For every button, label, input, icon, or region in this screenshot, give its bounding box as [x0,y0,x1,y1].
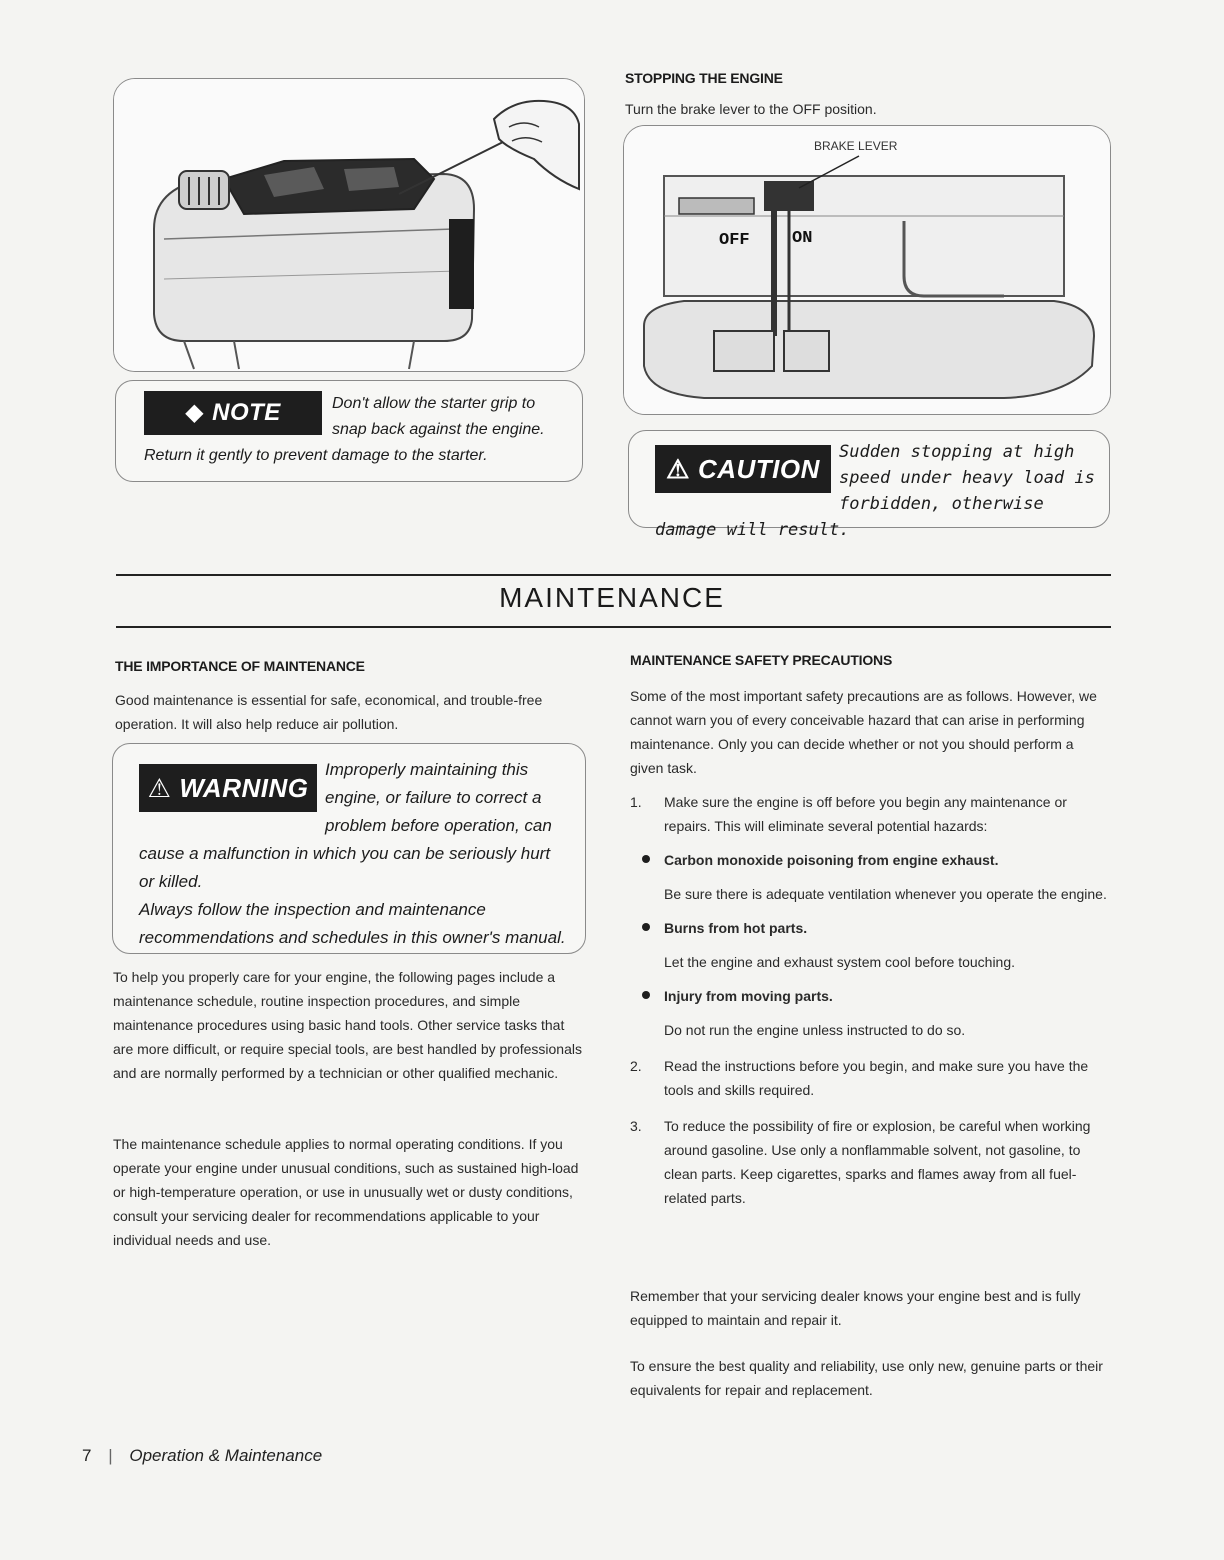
importance-para-1: To help you properly care for your engine, the following pages include a maintenance schedule, routine inspection procedures, and simple maintenance procedures using basic hand tools. Other service tasks that are more difficult, or require special tools, are best handled by professionals and are normally performed by a technician or other qualified mechanic. [113,969,582,1081]
hazard-item: Carbon monoxide poisoning from engine exhaust. Be sure there is adequate ventilation whenever you operate the engine. [642,848,1110,906]
hazard-item: Burns from hot parts. Let the engine and exhaust system cool before touching. [642,916,1110,974]
off-label: OFF [719,231,750,250]
rule-top [116,574,1111,576]
page-number: 7 [82,1446,92,1465]
warning-text-2: Always follow the inspection and maintenance recommendations and schedules in this owner's manual. [139,900,566,947]
importance-para-2: The maintenance schedule applies to normal operating conditions. If you operate your engine under unusual conditions, such as sustained high-load or high-temperature operation, or use in unusually wet or dusty conditions, consult your servicing dealer for recommendations applicable to your individual needs and use. [113,1136,579,1248]
importance-intro: Good maintenance is essential for safe, economical, and trouble-free operation. It will also help reduce air pollution. [115,692,543,732]
safety-intro: Some of the most important safety precautions are as follows. However, we cannot warn you of every conceivable hazard that can arise in performing maintenance. Only you can decide whether or not you should perform a given task. [630,688,1097,776]
page-footer [82,1446,322,1466]
bullet-icon [642,855,650,863]
warning-callout [112,743,586,954]
bullet-icon [642,991,650,999]
rule-bottom [116,626,1111,628]
note-text: Don't allow the starter grip to snap back against the engine. Return it gently to prevent damage to the starter. [144,395,545,464]
stopping-title: STOPPING THE ENGINE [625,70,783,86]
safety-steps [630,790,1110,1210]
hazard-list [642,848,1110,1042]
warning-triangle-icon: ⚠ [147,773,172,803]
safety-outro-1: Remember that your servicing dealer knows your engine best and is fully equipped to maintain and repair it. [630,1288,1081,1328]
caution-callout [628,430,1110,540]
safety-outro-2: To ensure the best quality and reliability, use only new, genuine parts or their equivalents for repair and replacement. [630,1358,1103,1398]
warning-triangle-icon: ⚠ [666,454,690,484]
warning-text-1: Improperly maintaining this engine, or failure to correct a problem before operation, can cause a malfunction in which you can be seriously hurt or killed. [139,760,552,891]
stopping-instruction: Turn the brake lever to the OFF position. [625,101,877,117]
footer-section: Operation & Maintenance [129,1446,323,1465]
safety-step-3: 3. To reduce the possibility of fire or explosion, be careful when working around gasoline. Use only a nonflammable solvent, not gasoline, to clean parts. Keep cigarettes, sparks and flames away from all fuel-related parts. [630,1118,1091,1206]
warning-badge: ⚠ WARNING [139,764,317,812]
safety-step-2: 2. Read the instructions before you begin, and make sure you have the tools and skills required. [630,1058,1089,1098]
bullet-icon [642,923,650,931]
brake-lever-figure [623,125,1111,415]
note-callout [115,380,583,482]
safety-step-1: 1. Make sure the engine is off before you begin any maintenance or repairs. This will eliminate several potential hazards: Carbon monoxide poisoning from engine exhaust. Be sure there is adequate ventilation whenever you operate the engine. Burns from hot parts. Let the engine and exhaust system cool before touching. Injury from moving parts. Do not run the engine unless instructed to do so. [630,790,1110,1042]
caution-badge: ⚠ CAUTION [655,445,831,493]
brake-lever-label: BRAKE LEVER [814,139,898,153]
caution-text: Sudden stopping at high speed under heavy load is forbidden, otherwise damage will result. [655,442,1095,540]
hazard-item: Injury from moving parts. Do not run the engine unless instructed to do so. [642,984,1110,1042]
maintenance-heading: MAINTENANCE [499,582,725,613]
brake-lever-illustration [624,126,1110,414]
safety-title: MAINTENANCE SAFETY PRECAUTIONS [630,652,893,668]
tag-icon: ◆ [185,399,205,426]
engine-starter-illustration [114,79,584,371]
importance-title: THE IMPORTANCE OF MAINTENANCE [115,658,365,674]
on-label: ON [792,229,813,248]
footer-separator: | [108,1446,113,1465]
starter-figure [113,78,585,372]
note-badge: ◆ NOTE [144,391,322,435]
